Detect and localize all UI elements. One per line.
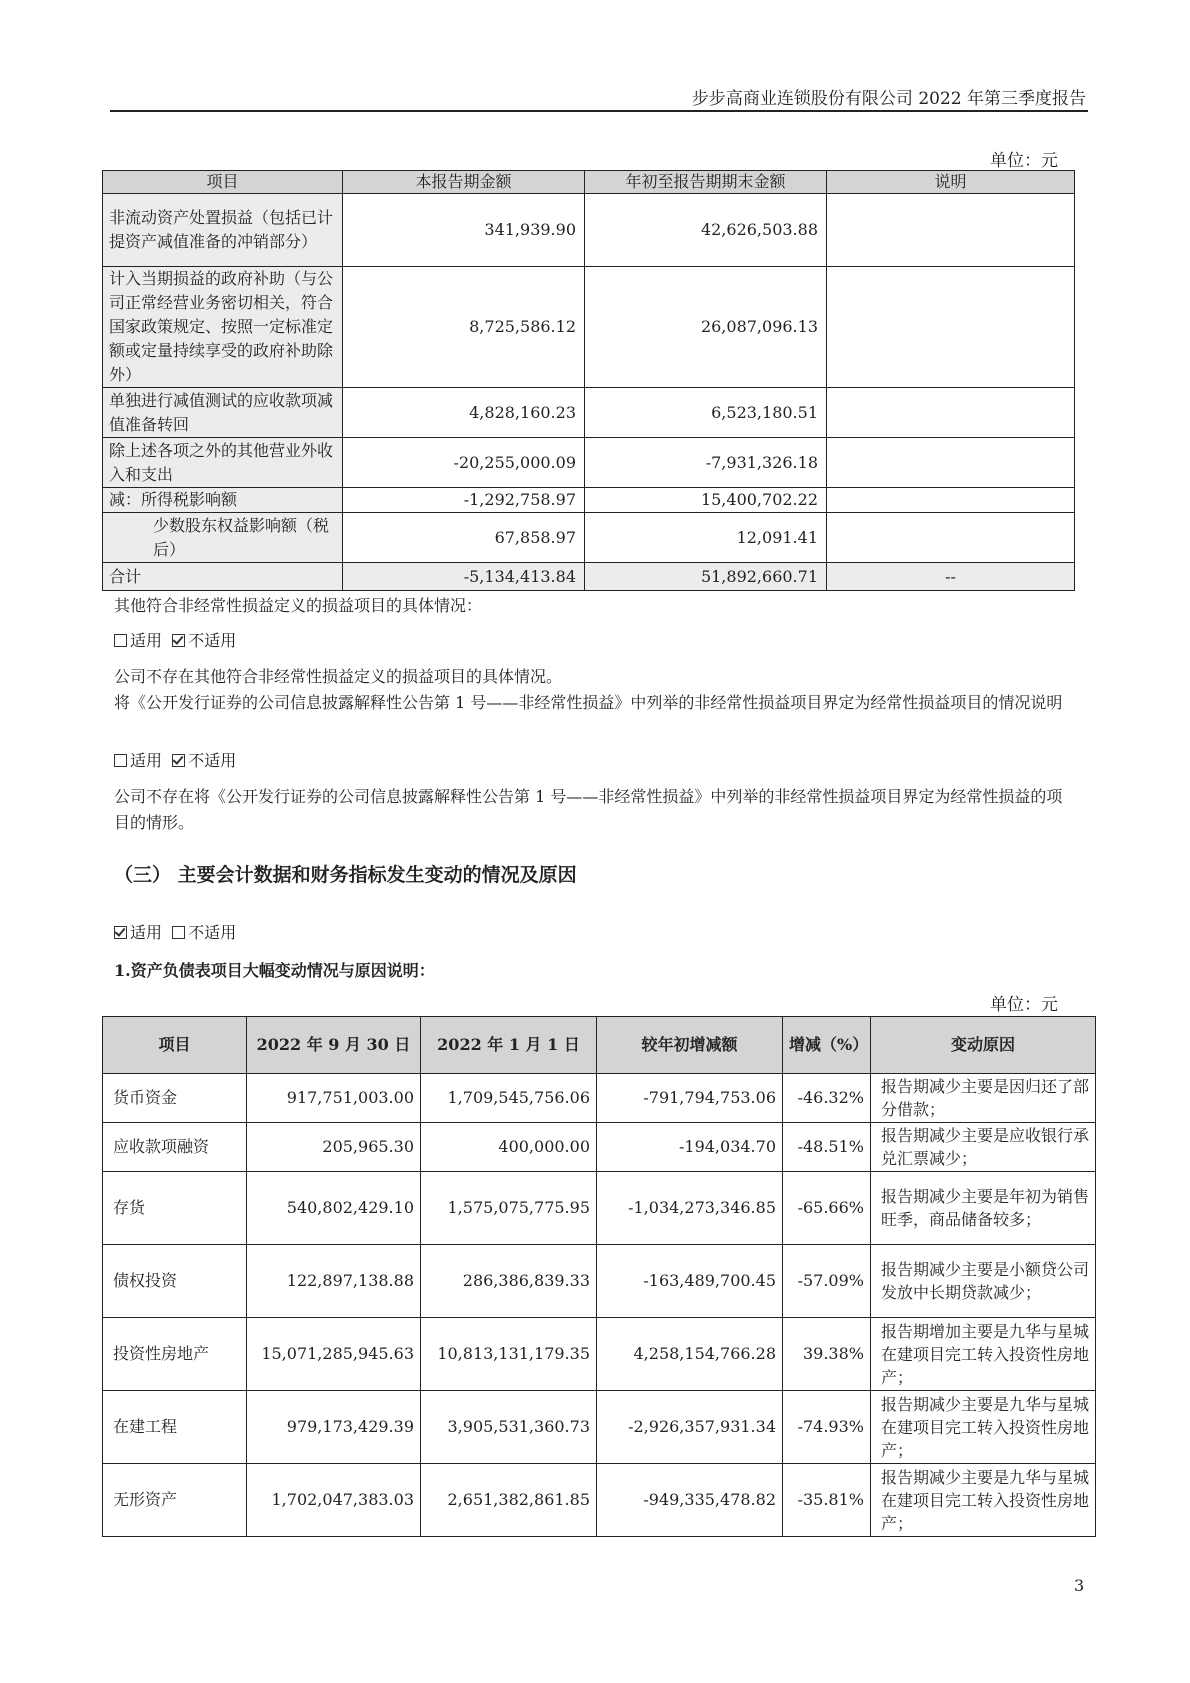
paragraph-other-items: 其他符合非经常性损益定义的损益项目的具体情况： [114,596,483,615]
row-reason: 报告期减少主要是因归还了部分借款； [871,1074,1096,1123]
total-item: 合计 [103,563,343,591]
col-header-jan1: 2022 年 1 月 1 日 [421,1017,597,1074]
label-not-apply: 不适用 [188,923,237,942]
row-ytd: 12,091.41 [585,513,827,563]
col-header-reason: 变动原因 [871,1017,1096,1074]
row-sep30: 15,071,285,945.63 [247,1318,421,1391]
row-note [827,194,1075,267]
row-item: 在建工程 [103,1391,247,1464]
row-sep30: 917,751,003.00 [247,1074,421,1123]
table-header-row [103,1017,1096,1074]
row-change: 4,258,154,766.28 [597,1318,783,1391]
label-not-apply: 不适用 [188,751,237,770]
row-item: 减：所得税影响额 [103,488,343,513]
checkbox-not-apply-icon[interactable] [172,634,185,647]
section-heading: （三） 主要会计数据和财务指标发生变动的情况及原因 [114,864,577,886]
row-ytd: 26,087,096.13 [585,267,827,388]
row-reason: 报告期减少主要是小额贷公司发放中长期贷款减少； [871,1245,1096,1318]
row-note [827,488,1075,513]
table-row [103,388,1075,438]
row-pct: -35.81% [783,1464,871,1537]
table-row [103,1464,1096,1537]
col-header-ytd: 年初至报告期期末金额 [585,171,827,194]
row-item: 应收款项融资 [103,1123,247,1172]
row-current: 4,828,160.23 [343,388,585,438]
table-row [103,488,1075,513]
row-jan1: 1,709,545,756.06 [421,1074,597,1123]
row-ytd: -7,931,326.18 [585,438,827,488]
balance-sheet-changes-table [102,1016,1096,1537]
row-item: 无形资产 [103,1464,247,1537]
row-pct: -65.66% [783,1172,871,1245]
col-header-item: 项目 [103,1017,247,1074]
total-note: -- [827,563,1075,591]
row-pct: -57.09% [783,1245,871,1318]
table-row [103,513,1075,563]
applicability-options-3 [114,920,1064,946]
page-number: 3 [1074,1576,1085,1595]
label-not-apply: 不适用 [188,631,237,650]
paragraph-no-reclassification: 公司不存在将《公开发行证券的公司信息披露解释性公告第 1 号——非经常性损益》中列举的非经常性损益项目界定为经常性损益的项目的情形。 [114,787,1063,832]
row-note [827,267,1075,388]
col-header-change: 较年初增减额 [597,1017,783,1074]
total-row [103,563,1075,591]
label-apply: 适用 [130,923,163,942]
row-ytd: 6,523,180.51 [585,388,827,438]
table-row [103,1318,1096,1391]
total-current: -5,134,413.84 [343,563,585,591]
row-current: -20,255,000.09 [343,438,585,488]
row-note [827,513,1075,563]
row-change: -791,794,753.06 [597,1074,783,1123]
row-ytd: 42,626,503.88 [585,194,827,267]
row-item: 计入当期损益的政府补助（与公司正常经营业务密切相关，符合国家政策规定、按照一定标准定额或定量持续享受的政府补助除外） [103,267,343,388]
page-header [110,80,1088,112]
row-jan1: 400,000.00 [421,1123,597,1172]
col-header-note: 说明 [827,171,1075,194]
col-header-current: 本报告期金额 [343,171,585,194]
row-change: -1,034,273,346.85 [597,1172,783,1245]
row-current: 8,725,586.12 [343,267,585,388]
table-row [103,1391,1096,1464]
table-row [103,1123,1096,1172]
row-sep30: 205,965.30 [247,1123,421,1172]
table-row [103,1074,1096,1123]
unit-label-2: 单位：元 [990,995,1058,1015]
table-row [103,1245,1096,1318]
row-reason: 报告期减少主要是九华与星城在建项目完工转入投资性房地产； [871,1464,1096,1537]
row-jan1: 286,386,839.33 [421,1245,597,1318]
table-header-row [103,171,1075,194]
report-title: 步步高商业连锁股份有限公司 2022 年第三季度报告 [691,89,1086,109]
row-pct: -46.32% [783,1074,871,1123]
row-current: 341,939.90 [343,194,585,267]
row-change: -163,489,700.45 [597,1245,783,1318]
checkbox-apply-icon[interactable] [114,754,127,767]
checkbox-not-apply-icon[interactable] [172,926,185,939]
applicability-options-2 [114,748,1064,774]
row-pct: -48.51% [783,1123,871,1172]
row-ytd: 15,400,702.22 [585,488,827,513]
col-header-item: 项目 [103,171,343,194]
row-change: -194,034.70 [597,1123,783,1172]
row-sep30: 1,702,047,383.03 [247,1464,421,1537]
checkbox-apply-icon[interactable] [114,926,127,939]
applicability-options-1 [114,628,1064,654]
row-sep30: 979,173,429.39 [247,1391,421,1464]
row-reason: 报告期减少主要是年初为销售旺季，商品储备较多； [871,1172,1096,1245]
total-ytd: 51,892,660.71 [585,563,827,591]
table-row [103,267,1075,388]
row-item: 非流动资产处置损益（包括已计提资产减值准备的冲销部分） [103,194,343,267]
col-header-sep30: 2022 年 9 月 30 日 [247,1017,421,1074]
row-item: 投资性房地产 [103,1318,247,1391]
row-item: 债权投资 [103,1245,247,1318]
nonrecurring-table [102,170,1075,591]
row-pct: 39.38% [783,1318,871,1391]
row-jan1: 3,905,531,360.73 [421,1391,597,1464]
checkbox-apply-icon[interactable] [114,634,127,647]
label-apply: 适用 [130,631,163,650]
row-reason: 报告期增加主要是九华与星城在建项目完工转入投资性房地产； [871,1318,1096,1391]
row-reason: 报告期减少主要是九华与星城在建项目完工转入投资性房地产； [871,1391,1096,1464]
unit-label-1: 单位：元 [990,151,1058,171]
row-item: 存货 [103,1172,247,1245]
row-item: 少数股东权益影响额（税后） [103,513,343,563]
row-jan1: 10,813,131,179.35 [421,1318,597,1391]
row-pct: -74.93% [783,1391,871,1464]
row-change: -949,335,478.82 [597,1464,783,1537]
row-jan1: 1,575,075,775.95 [421,1172,597,1245]
row-sep30: 540,802,429.10 [247,1172,421,1245]
row-note [827,438,1075,488]
table-row [103,194,1075,267]
table-row [103,1172,1096,1245]
row-item: 货币资金 [103,1074,247,1123]
subsection-heading: 1.资产负债表项目大幅变动情况与原因说明： [114,961,435,980]
table-row [103,438,1075,488]
col-header-pct: 增减（%） [783,1017,871,1074]
row-current: 67,858.97 [343,513,585,563]
label-apply: 适用 [130,751,163,770]
row-note [827,388,1075,438]
paragraph-definition-note: 将《公开发行证券的公司信息披露解释性公告第 1 号——非经常性损益》中列举的非经常性损益项目界定为经常性损益项目的情况说明 [114,693,1063,712]
row-item: 单独进行减值测试的应收款项减值准备转回 [103,388,343,438]
row-reason: 报告期减少主要是应收银行承兑汇票减少； [871,1123,1096,1172]
checkbox-not-apply-icon[interactable] [172,754,185,767]
row-change: -2,926,357,931.34 [597,1391,783,1464]
row-sep30: 122,897,138.88 [247,1245,421,1318]
row-current: -1,292,758.97 [343,488,585,513]
paragraph-no-other-items: 公司不存在其他符合非经常性损益定义的损益项目的具体情况。 [114,667,563,686]
row-jan1: 2,651,382,861.85 [421,1464,597,1537]
row-item: 除上述各项之外的其他营业外收入和支出 [103,438,343,488]
